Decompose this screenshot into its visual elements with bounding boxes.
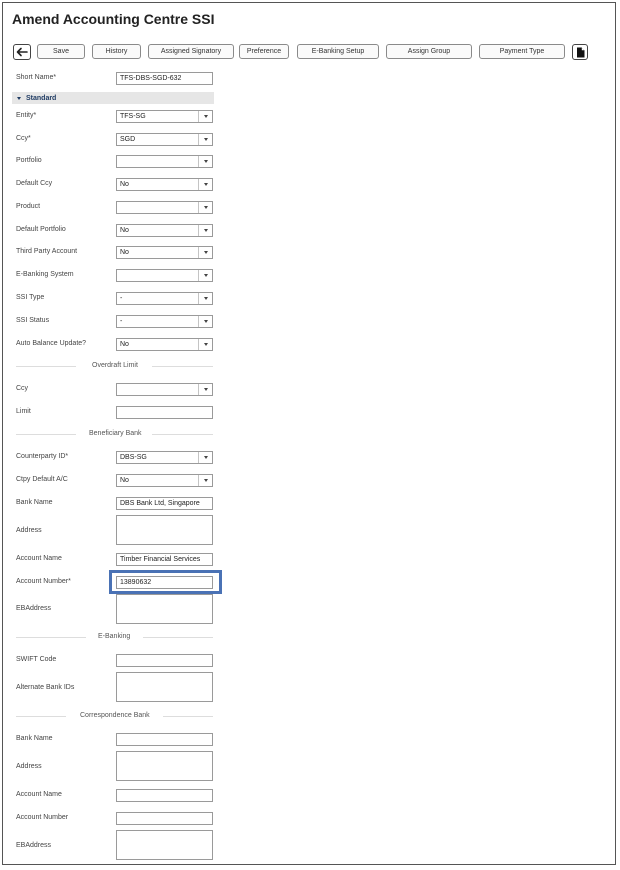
chevron-down-icon bbox=[198, 111, 212, 122]
chevron-down-icon bbox=[198, 247, 212, 258]
chevron-down-icon bbox=[198, 202, 212, 213]
counterparty-id-label: Counterparty ID* bbox=[16, 453, 69, 460]
short-name-input[interactable]: TFS-DBS-SGD-632 bbox=[116, 72, 213, 85]
arrow-left-icon bbox=[16, 47, 28, 57]
od-ccy-label: Ccy bbox=[16, 385, 29, 392]
corr-address-label: Address bbox=[16, 763, 42, 770]
overdraft-limit-heading: Overdraft Limit bbox=[92, 362, 138, 369]
ssi-status-value: - bbox=[120, 318, 123, 325]
chevron-down-icon bbox=[198, 156, 212, 167]
counterparty-id-select[interactable] bbox=[116, 451, 213, 464]
entity-value: TFS-SG bbox=[120, 113, 146, 120]
ccy-value: SGD bbox=[120, 136, 136, 143]
corr-bank-name-input[interactable] bbox=[116, 733, 213, 746]
od-ccy-select[interactable] bbox=[116, 383, 213, 396]
corr-ebaddress-label: EBAddress bbox=[16, 842, 52, 849]
ssi-status-select[interactable] bbox=[116, 315, 213, 328]
short-name-label: Short Name* bbox=[16, 74, 57, 81]
ssi-status-label: SSI Status bbox=[16, 317, 50, 324]
history-button[interactable]: History bbox=[92, 44, 141, 59]
address-label: Address bbox=[16, 527, 42, 534]
account-name-label: Account Name bbox=[16, 555, 62, 562]
corr-account-name-label: Account Name bbox=[16, 791, 62, 798]
default-ccy-select[interactable] bbox=[116, 178, 213, 191]
third-party-account-label: Third Party Account bbox=[16, 248, 78, 255]
toolbar bbox=[0, 44, 620, 61]
chevron-down-icon bbox=[198, 316, 212, 327]
ssi-type-select[interactable] bbox=[116, 292, 213, 305]
bank-name-label: Bank Name bbox=[16, 499, 53, 506]
ssi-type-value: - bbox=[120, 295, 123, 302]
auto-balance-update-value: No bbox=[120, 341, 129, 348]
ebaddress-label: EBAddress bbox=[16, 605, 52, 612]
collapse-caret-icon bbox=[17, 97, 21, 100]
standard-section-title: Standard bbox=[26, 94, 57, 102]
chevron-down-icon bbox=[198, 339, 212, 350]
product-label: Product bbox=[16, 203, 41, 210]
ctpy-default-ac-select[interactable] bbox=[116, 474, 213, 487]
auto-balance-update-label: Auto Balance Update? bbox=[16, 340, 87, 347]
entity-label: Entity* bbox=[16, 112, 37, 119]
bank-name-input[interactable]: DBS Bank Ltd, Singapore bbox=[116, 497, 213, 510]
corr-account-number-input[interactable] bbox=[116, 812, 213, 825]
document-button[interactable] bbox=[572, 44, 588, 60]
limit-input[interactable] bbox=[116, 406, 213, 419]
correspondence-bank-divider bbox=[16, 712, 213, 721]
portfolio-select[interactable] bbox=[116, 155, 213, 168]
corr-address-textarea[interactable] bbox=[116, 751, 213, 781]
chevron-down-icon bbox=[198, 384, 212, 395]
product-select[interactable] bbox=[116, 201, 213, 214]
chevron-down-icon bbox=[198, 452, 212, 463]
ebanking-heading: E-Banking bbox=[98, 633, 131, 640]
ebanking-setup-button[interactable]: E-Banking Setup bbox=[297, 44, 379, 59]
portfolio-label: Portfolio bbox=[16, 157, 42, 164]
default-portfolio-label: Default Portfolio bbox=[16, 226, 66, 233]
beneficiary-bank-divider bbox=[16, 430, 213, 439]
auto-balance-update-select[interactable] bbox=[116, 338, 213, 351]
beneficiary-bank-heading: Beneficiary Bank bbox=[89, 430, 142, 437]
account-name-input[interactable]: Timber Financial Services bbox=[116, 553, 213, 566]
ccy-select[interactable] bbox=[116, 133, 213, 146]
chevron-down-icon bbox=[198, 475, 212, 486]
chevron-down-icon bbox=[198, 293, 212, 304]
ctpy-default-ac-label: Ctpy Default A/C bbox=[16, 476, 68, 483]
entity-select[interactable] bbox=[116, 110, 213, 123]
overdraft-limit-divider bbox=[16, 362, 213, 371]
corr-account-name-input[interactable] bbox=[116, 789, 213, 802]
ebanking-divider bbox=[16, 633, 213, 642]
ccy-label: Ccy* bbox=[16, 135, 31, 142]
chevron-down-icon bbox=[198, 225, 212, 236]
third-party-account-select[interactable] bbox=[116, 246, 213, 259]
counterparty-id-value: DBS-SG bbox=[120, 454, 147, 461]
corr-account-number-label: Account Number bbox=[16, 814, 69, 821]
corr-ebaddress-textarea[interactable] bbox=[116, 830, 213, 860]
limit-label: Limit bbox=[16, 408, 31, 415]
payment-type-button[interactable]: Payment Type bbox=[479, 44, 565, 59]
ebaddress-textarea[interactable] bbox=[116, 594, 213, 624]
default-ccy-value: No bbox=[120, 181, 129, 188]
assigned-signatory-button[interactable]: Assigned Signatory bbox=[148, 44, 234, 59]
ctpy-default-ac-value: No bbox=[120, 477, 129, 484]
preference-button[interactable]: Preference bbox=[239, 44, 289, 59]
swift-code-label: SWIFT Code bbox=[16, 656, 57, 663]
assign-group-button[interactable]: Assign Group bbox=[386, 44, 472, 59]
chevron-down-icon bbox=[198, 270, 212, 281]
ssi-type-label: SSI Type bbox=[16, 294, 45, 301]
alternate-bank-ids-label: Alternate Bank IDs bbox=[16, 684, 75, 691]
third-party-account-value: No bbox=[120, 249, 129, 256]
account-number-input[interactable]: 13890632 bbox=[116, 576, 213, 589]
default-portfolio-value: No bbox=[120, 227, 129, 234]
page-title: Amend Accounting Centre SSI bbox=[12, 11, 215, 27]
address-textarea[interactable] bbox=[116, 515, 213, 545]
document-icon bbox=[576, 47, 585, 58]
swift-code-input[interactable] bbox=[116, 654, 213, 667]
account-number-label: Account Number* bbox=[16, 578, 71, 585]
chevron-down-icon bbox=[198, 179, 212, 190]
standard-section-header[interactable] bbox=[12, 92, 214, 104]
ebanking-system-select[interactable] bbox=[116, 269, 213, 282]
alternate-bank-ids-textarea[interactable] bbox=[116, 672, 213, 702]
back-button[interactable] bbox=[13, 44, 31, 60]
correspondence-bank-heading: Correspondence Bank bbox=[80, 712, 150, 719]
default-portfolio-select[interactable] bbox=[116, 224, 213, 237]
save-button[interactable]: Save bbox=[37, 44, 85, 59]
default-ccy-label: Default Ccy bbox=[16, 180, 53, 187]
corr-bank-name-label: Bank Name bbox=[16, 735, 53, 742]
chevron-down-icon bbox=[198, 134, 212, 145]
focus-highlight bbox=[109, 570, 222, 594]
ebanking-system-label: E-Banking System bbox=[16, 271, 74, 278]
